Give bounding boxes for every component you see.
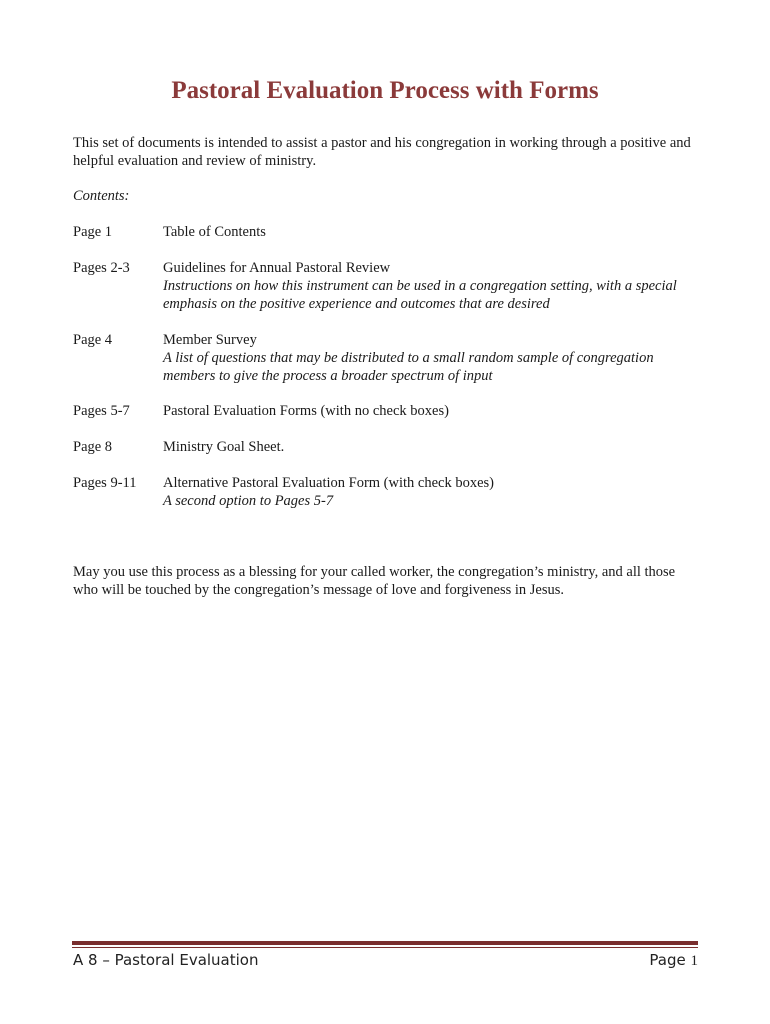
toc-entry-description: A second option to Pages 5-7 (163, 493, 334, 509)
contents-label: Contents: (73, 188, 130, 204)
toc-entry (163, 438, 703, 456)
toc-entry-title: Alternative Pastoral Evaluation Form (with check boxes) (163, 475, 494, 491)
footer-divider (72, 941, 698, 945)
toc-entry-title: Member Survey (163, 332, 257, 348)
toc-page-ref: Pages 9-11 (73, 475, 137, 491)
intro-paragraph: This set of documents is intended to assist a pastor and his congregation in working through a positive and helpful evaluation and review of ministry. (73, 135, 691, 169)
toc-entry-title: Guidelines for Annual Pastoral Review (163, 260, 391, 276)
footer-page-number (649, 950, 698, 971)
footer-page-word: Page (649, 951, 686, 969)
footer-page-value: 1 (690, 953, 698, 969)
toc-entry (163, 223, 703, 241)
toc-entry-title: Pastoral Evaluation Forms (with no check boxes) (163, 403, 449, 419)
toc-entry (163, 331, 703, 385)
toc-entry-title: Table of Contents (163, 224, 266, 240)
document-title: Pastoral Evaluation Process with Forms (171, 77, 599, 104)
toc-page-ref: Page 8 (73, 439, 113, 455)
toc-page-ref: Page 4 (73, 332, 113, 348)
footer-divider-thin (72, 947, 698, 948)
toc-entry-description: Instructions on how this instrument can be used in a congregation setting, with a special emphasis on the positive experience and outcomes that are desired (163, 278, 677, 312)
toc-entry-description: A list of questions that may be distributed to a small random sample of congregation members to give the process a broader spectrum of input (163, 350, 654, 384)
toc-entry (163, 259, 703, 313)
toc-entry (163, 402, 703, 420)
closing-paragraph: May you use this process as a blessing for your called worker, the congregation’s ministry, and all those who will be touched by the congregation’s message of love and forgiveness in Jesus. (73, 564, 676, 598)
toc-entry (163, 474, 703, 510)
toc-entry-title: Ministry Goal Sheet. (163, 439, 285, 455)
toc-page-ref: Page 1 (73, 224, 113, 240)
footer-document-label: A 8 – Pastoral Evaluation (73, 951, 259, 969)
toc-page-ref: Pages 2-3 (73, 260, 130, 276)
toc-page-ref: Pages 5-7 (73, 403, 130, 419)
